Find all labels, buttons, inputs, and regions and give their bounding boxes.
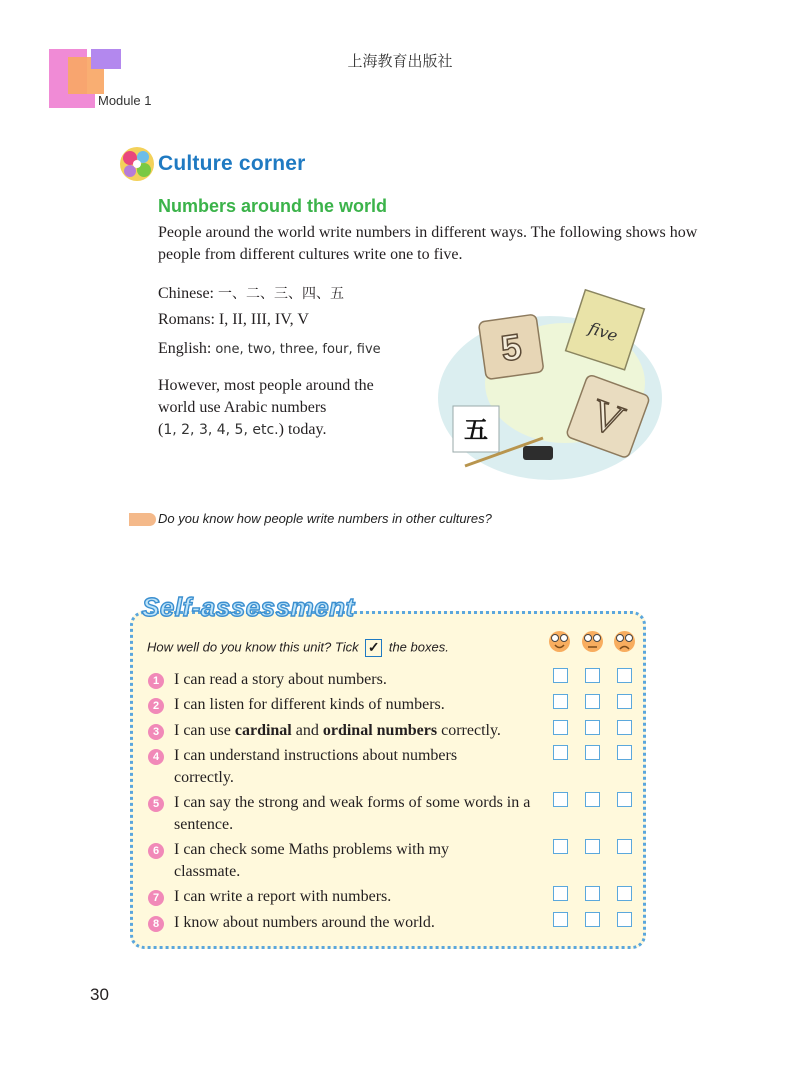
checkbox-good[interactable] [553,668,568,683]
assessment-item: I can listen for different kinds of numbers. [174,696,445,713]
svg-text:five: five [586,318,621,346]
self-assessment-title: Self-assessment [142,592,355,622]
chinese-line [158,283,344,303]
romans-value: I, II, III, IV, V [218,311,309,328]
checkbox-good[interactable] [553,694,568,709]
checkbox-good[interactable] [553,745,568,760]
section-title: Culture corner [158,152,306,175]
checkbox-ok[interactable] [585,886,600,901]
item-number: 1 [148,673,164,689]
checkbox-ok[interactable] [585,694,600,709]
item-number: 4 [148,749,164,765]
culture-globe-icon [119,146,155,182]
however-line-2: world use Arabic numbers [158,399,327,416]
checkbox-poor[interactable] [617,839,632,854]
checkbox-ok[interactable] [585,720,600,735]
arabic-numbers: 1, 2, 3, 4, 5, etc. [163,422,279,438]
svg-text:五: 五 [464,416,488,444]
checkbox-poor[interactable] [617,668,632,683]
discussion-prompt: Do you know how people write numbers in other cultures? [158,511,492,526]
chinese-value: 一、二、三、四、五 [218,286,344,302]
numbers-illustration [425,288,665,483]
item-number: 2 [148,698,164,714]
svg-text:5: 5 [498,325,524,370]
sad-face-icon [614,631,635,652]
english-value: one, two, three, four, five [215,342,381,357]
romans-line [158,311,309,329]
inkstone-icon [523,446,553,460]
checkbox-good[interactable] [553,912,568,927]
chinese-label: Chinese: [158,285,214,302]
item-number: 3 [148,724,164,740]
checkbox-ok[interactable] [585,912,600,927]
self-assessment-question [147,639,449,657]
assessment-item: I can read a story about numbers. [174,671,387,688]
assessment-item: I can use cardinal and ordinal numbers correctly. [174,722,501,739]
checkbox-good[interactable] [553,720,568,735]
item-number: 6 [148,843,164,859]
however-paragraph [158,375,418,441]
chinese-five-card [453,406,499,452]
however-tail: ) today. [278,421,327,438]
however-line-3 [158,419,418,441]
item-number: 7 [148,890,164,906]
checkbox-ok[interactable] [585,839,600,854]
romans-label: Romans: [158,311,215,328]
prompt-marker [129,513,156,526]
checkbox-good[interactable] [553,839,568,854]
section-subtitle: Numbers around the world [158,196,388,216]
english-label: English: [158,340,212,357]
english-line [158,340,381,358]
tick-icon: ✓ [365,639,382,657]
logo-square-pink-2 [49,94,95,108]
checkbox-good[interactable] [553,792,568,807]
however-line-1: However, most people around the [158,377,374,394]
page-number: 30 [90,985,109,1004]
paren-open: ( [158,421,164,438]
neutral-face-icon [582,631,603,652]
checkbox-poor[interactable] [617,745,632,760]
publisher-name: 上海教育出版社 [347,52,453,70]
assessment-item: I can write a report with numbers. [174,888,392,905]
checkbox-poor[interactable] [617,886,632,901]
assessment-item: I can understand instructions about numbers correctly. [174,747,458,786]
checkbox-good[interactable] [553,886,568,901]
item-number: 8 [148,916,164,932]
checkbox-poor[interactable] [617,912,632,927]
assessment-item: I can say the strong and weak forms of some words in a sentence. [174,794,531,833]
arabic-five-tile [478,314,544,380]
checkbox-ok[interactable] [585,745,600,760]
checkbox-poor[interactable] [617,694,632,709]
svg-text:V: V [584,389,631,447]
module-label: Module 1 [98,93,152,108]
question-text-before: How well do you know this unit? Tick [147,639,359,655]
intro-paragraph: People around the world write numbers in different ways. The following shows how people from different cultures write one to five. [158,224,698,263]
checkbox-ok[interactable] [585,792,600,807]
assessment-item: I know about numbers around the world. [174,914,435,931]
checkbox-poor[interactable] [617,792,632,807]
checkbox-poor[interactable] [617,720,632,735]
assessment-item: I can check some Maths problems with my classmate. [174,841,450,880]
checkbox-ok[interactable] [585,668,600,683]
question-text-after: the boxes. [388,639,449,655]
item-number: 5 [148,796,164,812]
happy-face-icon [549,631,570,652]
